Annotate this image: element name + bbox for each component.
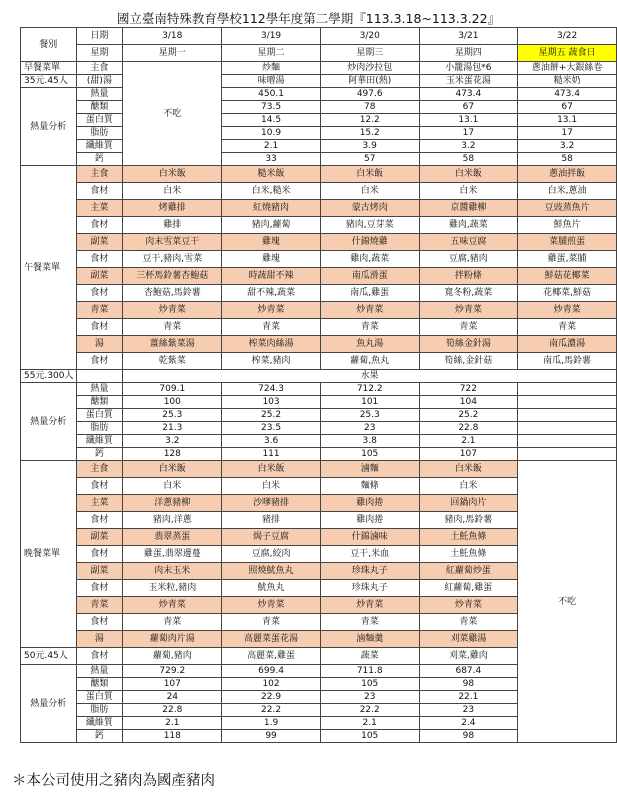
nutrition-value: 3.2	[518, 140, 617, 153]
menu-cell: 雞肉,蔬菜	[419, 217, 518, 234]
nutrient-name: 鈣	[76, 448, 123, 461]
nutrition-value: 473.4	[419, 88, 518, 101]
nutrition-value: 111	[222, 448, 321, 461]
menu-cell: 青菜	[518, 319, 617, 336]
menu-cell: 炒青菜	[320, 302, 419, 319]
menu-cell: 糙米奶	[518, 75, 617, 88]
nutrient-name: 蛋白質	[76, 409, 123, 422]
menu-cell: 炒麵	[222, 62, 321, 75]
menu-cell: 魚丸湯	[320, 336, 419, 353]
nutrient-name: 纖維質	[76, 717, 123, 730]
menu-cell: 豬排	[222, 512, 321, 529]
meal-label: 早餐菜單	[21, 62, 77, 75]
table-row	[21, 336, 617, 353]
nutrition-value: 101	[320, 396, 419, 409]
menu-cell: 青菜	[123, 614, 222, 631]
empty-cell	[518, 409, 617, 422]
nutrition-value: 497.6	[320, 88, 419, 101]
menu-cell: 土魠魚條	[419, 529, 518, 546]
menu-cell: 紅蘿蔔,雞蛋	[419, 580, 518, 597]
nutrient-name: 鈣	[76, 730, 123, 743]
table-row	[21, 88, 617, 101]
menu-cell: 阿華田(熱)	[320, 75, 419, 88]
menu-cell: 青菜	[222, 614, 321, 631]
menu-cell: 南瓜,馬鈴薯	[518, 353, 617, 370]
item-label: 食材	[76, 614, 123, 631]
menu-cell: 白米	[419, 478, 518, 495]
table-row	[21, 153, 617, 166]
nutrition-value: 100	[123, 396, 222, 409]
empty-cell	[518, 396, 617, 409]
nutrition-value: 22.9	[222, 691, 321, 704]
item-label: (甜)湯	[76, 75, 123, 88]
table-row	[21, 353, 617, 370]
nutrition-value: 67	[518, 101, 617, 114]
menu-cell: 青菜	[320, 614, 419, 631]
nutrition-value: 23	[419, 704, 518, 717]
nutrition-value: 2.1	[419, 435, 518, 448]
menu-cell: 白米飯	[123, 461, 222, 478]
nutrition-value: 17	[518, 127, 617, 140]
meal-label: 35元.45人	[21, 75, 77, 88]
nutrition-value: 105	[320, 730, 419, 743]
table-row	[21, 75, 617, 88]
nutrition-value: 25.3	[123, 409, 222, 422]
nutrition-value: 33	[222, 153, 321, 166]
menu-cell: 拌粉條	[419, 268, 518, 285]
table-row	[21, 370, 617, 383]
menu-cell: 白米	[320, 183, 419, 200]
menu-cell: 洋蔥豬柳	[123, 495, 222, 512]
menu-cell: 炒青菜	[419, 597, 518, 614]
menu-cell: 雞肉,蔬菜	[320, 251, 419, 268]
menu-cell: 花椰菜,鮮菇	[518, 285, 617, 302]
date-cell: 3/18	[123, 28, 222, 45]
menu-cell: 沙嗲豬排	[222, 495, 321, 512]
menu-cell: 蔥油拌飯	[518, 166, 617, 183]
menu-cell: 蘿蔔肉片湯	[123, 631, 222, 648]
menu-cell: 白米	[419, 183, 518, 200]
menu-cell: 炒青菜	[123, 302, 222, 319]
menu-table	[20, 27, 617, 743]
nutrition-value: 3.8	[320, 435, 419, 448]
menu-cell: 珍珠丸子	[320, 580, 419, 597]
lunch-price: 55元.300人	[21, 370, 77, 383]
nutrition-value: 73.5	[222, 101, 321, 114]
item-label: 食材	[76, 648, 123, 665]
breakfast-skip-note: 不吃	[123, 62, 222, 166]
menu-cell: 白米	[123, 183, 222, 200]
menu-cell: 小籠湯包*6	[419, 62, 518, 75]
date-cell: 3/21	[419, 28, 518, 45]
nutrient-name: 醣類	[76, 101, 123, 114]
date-cell: 3/22	[518, 28, 617, 45]
nutrition-value: 118	[123, 730, 222, 743]
menu-cell: 蘿蔔,豬肉	[123, 648, 222, 665]
item-label: 食材	[76, 251, 123, 268]
menu-cell: 土魠魚條	[419, 546, 518, 563]
nutrition-value: 105	[320, 678, 419, 691]
table-row	[21, 114, 617, 127]
nutrition-value: 23	[320, 422, 419, 435]
empty-cell	[76, 370, 123, 383]
menu-cell: 什錦滷味	[320, 529, 419, 546]
menu-cell: 蘿蔔,魚丸	[320, 353, 419, 370]
nutrition-value: 103	[222, 396, 321, 409]
table-row	[21, 166, 617, 183]
nutrition-value: 78	[320, 101, 419, 114]
menu-cell: 雞蛋,菜脯	[518, 251, 617, 268]
menu-cell: 雞排	[123, 217, 222, 234]
menu-cell: 紅燒豬肉	[222, 200, 321, 217]
menu-cell: 三杯馬鈴薯杏鮑菇	[123, 268, 222, 285]
table-row	[21, 234, 617, 251]
date-cell: 3/20	[320, 28, 419, 45]
nutrition-value: 128	[123, 448, 222, 461]
menu-cell: 寬冬粉,蔬菜	[419, 285, 518, 302]
menu-cell: 雞肉捲	[320, 495, 419, 512]
nutrition-value: 104	[419, 396, 518, 409]
menu-cell: 豆腐,絞肉	[222, 546, 321, 563]
menu-cell: 炒青菜	[419, 302, 518, 319]
nutrient-name: 脂肪	[76, 704, 123, 717]
item-label: 食材	[76, 183, 123, 200]
nutrition-value: 3.9	[320, 140, 419, 153]
table-row	[21, 383, 617, 396]
table-row	[21, 62, 617, 75]
nutrient-name: 蛋白質	[76, 691, 123, 704]
nutrition-value: 13.1	[419, 114, 518, 127]
menu-cell: 紅蘿蔔炒蛋	[419, 563, 518, 580]
item-label: 食材	[76, 580, 123, 597]
nutrition-value: 15.2	[320, 127, 419, 140]
empty-cell	[518, 448, 617, 461]
menu-cell: 雞塊	[222, 234, 321, 251]
date-cell: 3/19	[222, 28, 321, 45]
item-label: 湯	[76, 336, 123, 353]
nutrient-name: 熱量	[76, 665, 123, 678]
menu-cell: 珍珠丸子	[320, 563, 419, 580]
nutrition-value: 67	[419, 101, 518, 114]
menu-cell: 時蔬甜不辣	[222, 268, 321, 285]
menu-cell: 白米飯	[222, 461, 321, 478]
empty-cell	[518, 383, 617, 396]
table-row	[21, 45, 617, 62]
nutrition-value: 22.1	[419, 691, 518, 704]
menu-cell: 豬肉,蘿蔔	[222, 217, 321, 234]
table-row	[21, 302, 617, 319]
nutrition-value: 24	[123, 691, 222, 704]
menu-cell: 炒青菜	[320, 597, 419, 614]
menu-cell: 蔬菜	[320, 648, 419, 665]
menu-cell: 玉米粒,豬肉	[123, 580, 222, 597]
nutrition-value: 99	[222, 730, 321, 743]
item-label: 食材	[76, 546, 123, 563]
menu-cell: 焗子豆腐	[222, 529, 321, 546]
item-label: 主菜	[76, 495, 123, 512]
menu-cell: 肉末雪菜豆干	[123, 234, 222, 251]
nutrient-name: 熱量	[76, 88, 123, 101]
item-label: 副菜	[76, 268, 123, 285]
menu-cell: 榨菜肉絲湯	[222, 336, 321, 353]
date-label: 日期	[76, 28, 123, 45]
menu-cell: 炒青菜	[518, 302, 617, 319]
menu-cell: 白米飯	[320, 166, 419, 183]
menu-cell: 京醬雞柳	[419, 200, 518, 217]
nutrition-value: 473.4	[518, 88, 617, 101]
nutrition-value: 23.5	[222, 422, 321, 435]
nutrient-name: 蛋白質	[76, 114, 123, 127]
item-label: 副菜	[76, 529, 123, 546]
table-row	[21, 140, 617, 153]
nutrition-value: 105	[320, 448, 419, 461]
menu-cell: 高麗菜,雞蛋	[222, 648, 321, 665]
table-row	[21, 461, 617, 478]
nutrition-value: 58	[518, 153, 617, 166]
nutrition-value: 722	[419, 383, 518, 396]
nutrition-value: 2.4	[419, 717, 518, 730]
fruit-cell: 水果	[123, 370, 617, 383]
menu-cell: 蔥油餅+大銀絲卷	[518, 62, 617, 75]
menu-cell: 白米,蔥油	[518, 183, 617, 200]
item-label: 食材	[76, 319, 123, 336]
nutrient-name: 纖維質	[76, 435, 123, 448]
empty-cell	[518, 435, 617, 448]
menu-cell: 白米飯	[123, 166, 222, 183]
menu-cell: 甜不辣,蔬菜	[222, 285, 321, 302]
menu-cell: 雞蛋,翡翠邊蔓	[123, 546, 222, 563]
menu-cell: 肉末玉米	[123, 563, 222, 580]
menu-cell: 青菜	[123, 319, 222, 336]
nutrition-value: 3.6	[222, 435, 321, 448]
empty-cell	[518, 422, 617, 435]
table-row	[21, 448, 617, 461]
menu-cell: 豬肉,馬鈴薯	[419, 512, 518, 529]
table-row	[21, 396, 617, 409]
nutrition-value: 711.8	[320, 665, 419, 678]
table-row	[21, 101, 617, 114]
menu-cell: 青菜	[419, 319, 518, 336]
item-label: 食材	[76, 217, 123, 234]
menu-cell: 青菜	[320, 319, 419, 336]
menu-cell: 青菜	[222, 319, 321, 336]
menu-cell: 白米	[123, 478, 222, 495]
menu-cell: 薑絲紫菜湯	[123, 336, 222, 353]
nutrition-value: 23	[320, 691, 419, 704]
item-label: 食材	[76, 478, 123, 495]
nutrition-value: 107	[123, 678, 222, 691]
item-label: 食材	[76, 353, 123, 370]
menu-cell: 味噌湯	[222, 75, 321, 88]
item-label: 青菜	[76, 597, 123, 614]
menu-cell: 鮮菇花椰菜	[518, 268, 617, 285]
menu-cell: 炒青菜	[123, 597, 222, 614]
menu-cell: 回鍋肉片	[419, 495, 518, 512]
menu-cell: 照燒魷魚丸	[222, 563, 321, 580]
menu-cell: 炒青菜	[222, 597, 321, 614]
menu-cell: 白米飯	[419, 166, 518, 183]
nutrition-label: 熱量分析	[21, 383, 77, 461]
menu-cell: 南瓜濃湯	[518, 336, 617, 353]
menu-cell: 麵條	[320, 478, 419, 495]
nutrition-value: 699.4	[222, 665, 321, 678]
nutrient-name: 醣類	[76, 396, 123, 409]
day-label: 星期	[76, 45, 123, 62]
menu-cell: 筍絲,金針菇	[419, 353, 518, 370]
nutrition-value: 98	[419, 730, 518, 743]
table-row	[21, 127, 617, 140]
footer-note: ＊本公司使用之豬肉為國產豬肉	[12, 773, 215, 789]
meal-label: 午餐菜單	[21, 166, 77, 370]
item-label: 食材	[76, 285, 123, 302]
nutrition-value: 724.3	[222, 383, 321, 396]
menu-cell: 菜脯煎蛋	[518, 234, 617, 251]
table-row	[21, 409, 617, 422]
nutrition-value: 12.2	[320, 114, 419, 127]
page-title: 國立臺南特殊教育學校112學年度第二學期『113.3.18~113.3.22』	[116, 11, 501, 26]
nutrition-value: 729.2	[123, 665, 222, 678]
menu-cell: 白米	[222, 478, 321, 495]
nutrition-value: 13.1	[518, 114, 617, 127]
menu-cell: 青菜	[419, 614, 518, 631]
nutrition-value: 450.1	[222, 88, 321, 101]
menu-cell: 豆腐,豬肉	[419, 251, 518, 268]
day-cell: 星期三	[320, 45, 419, 62]
menu-cell: 乾紫菜	[123, 353, 222, 370]
menu-cell: 高麗菜蛋花湯	[222, 631, 321, 648]
menu-cell: 筍絲金針湯	[419, 336, 518, 353]
menu-cell: 烤雞排	[123, 200, 222, 217]
nutrient-name: 熱量	[76, 383, 123, 396]
menu-cell: 南瓜,雞蛋	[320, 285, 419, 302]
item-label: 湯	[76, 631, 123, 648]
menu-cell: 炒青菜	[222, 302, 321, 319]
nutrient-name: 醣類	[76, 678, 123, 691]
nutrition-value: 21.3	[123, 422, 222, 435]
nutrition-value: 58	[419, 153, 518, 166]
menu-cell: 五味豆腐	[419, 234, 518, 251]
group-header: 餐別	[21, 28, 77, 62]
table-row	[21, 435, 617, 448]
menu-cell: 豆干,米血	[320, 546, 419, 563]
menu-cell: 刈菜雞湯	[419, 631, 518, 648]
nutrition-value: 98	[419, 678, 518, 691]
nutrition-label: 熱量分析	[21, 665, 77, 743]
meal-label: 50元.45人	[21, 648, 77, 665]
menu-cell: 白米飯	[419, 461, 518, 478]
table-row	[21, 28, 617, 45]
table-row	[21, 268, 617, 285]
table-row	[21, 251, 617, 268]
item-label: 青菜	[76, 302, 123, 319]
menu-cell: 豆豉蒸魚片	[518, 200, 617, 217]
menu-cell: 豬肉,豆芽菜	[320, 217, 419, 234]
nutrition-value: 57	[320, 153, 419, 166]
table-row	[21, 285, 617, 302]
nutrient-name: 鈣	[76, 153, 123, 166]
nutrition-value: 687.4	[419, 665, 518, 678]
table-row	[21, 200, 617, 217]
menu-cell: 什錦燒雞	[320, 234, 419, 251]
dinner-skip-note: 不吃	[518, 461, 617, 743]
item-label: 副菜	[76, 234, 123, 251]
nutrition-value: 3.2	[419, 140, 518, 153]
day-cell: 星期五 蔬食日	[518, 45, 617, 62]
menu-cell: 魷魚丸	[222, 580, 321, 597]
menu-cell: 蒙古烤肉	[320, 200, 419, 217]
table-row	[21, 217, 617, 234]
nutrition-value: 17	[419, 127, 518, 140]
nutrition-value: 3.2	[123, 435, 222, 448]
nutrition-value: 22.2	[320, 704, 419, 717]
nutrition-value: 25.2	[419, 409, 518, 422]
menu-cell: 滷麵	[320, 461, 419, 478]
nutrition-value: 2.1	[123, 717, 222, 730]
nutrition-value: 2.1	[222, 140, 321, 153]
table-row	[21, 183, 617, 200]
table-row	[21, 319, 617, 336]
menu-cell: 糙米飯	[222, 166, 321, 183]
meal-label: 晚餐菜單	[21, 461, 77, 648]
nutrition-value: 22.8	[419, 422, 518, 435]
nutrition-value: 1.9	[222, 717, 321, 730]
item-label: 主食	[76, 62, 123, 75]
nutrition-value: 709.1	[123, 383, 222, 396]
day-cell: 星期一	[123, 45, 222, 62]
menu-cell: 雞肉捲	[320, 512, 419, 529]
day-cell: 星期四	[419, 45, 518, 62]
nutrition-value: 25.2	[222, 409, 321, 422]
item-label: 主菜	[76, 200, 123, 217]
nutrition-value: 22.2	[222, 704, 321, 717]
nutrition-value: 102	[222, 678, 321, 691]
item-label: 主食	[76, 166, 123, 183]
nutrition-value: 22.8	[123, 704, 222, 717]
menu-cell: 玉米蛋花湯	[419, 75, 518, 88]
item-label: 主食	[76, 461, 123, 478]
menu-cell: 滷麵羹	[320, 631, 419, 648]
nutrient-name: 纖維質	[76, 140, 123, 153]
menu-cell: 榨菜,豬肉	[222, 353, 321, 370]
item-label: 副菜	[76, 563, 123, 580]
table-row	[21, 422, 617, 435]
nutrition-value: 2.1	[320, 717, 419, 730]
menu-cell: 刈菜,雞肉	[419, 648, 518, 665]
menu-cell: 杏鮑菇,馬鈴薯	[123, 285, 222, 302]
day-cell: 星期二	[222, 45, 321, 62]
menu-cell: 白米,糙米	[222, 183, 321, 200]
menu-cell: 雞塊	[222, 251, 321, 268]
nutrition-value: 712.2	[320, 383, 419, 396]
menu-cell: 炒肉沙拉包	[320, 62, 419, 75]
nutrition-label: 熱量分析	[21, 88, 77, 166]
menu-cell: 南瓜滑蛋	[320, 268, 419, 285]
menu-cell: 豬肉,洋蔥	[123, 512, 222, 529]
nutrition-value: 25.3	[320, 409, 419, 422]
menu-cell: 翡翠蒸蛋	[123, 529, 222, 546]
nutrient-name: 脂肪	[76, 127, 123, 140]
menu-cell: 鮮魚片	[518, 217, 617, 234]
nutrition-value: 14.5	[222, 114, 321, 127]
item-label: 食材	[76, 512, 123, 529]
nutrition-value: 10.9	[222, 127, 321, 140]
nutrition-value: 107	[419, 448, 518, 461]
menu-cell: 豆干,豬肉,雪菜	[123, 251, 222, 268]
nutrient-name: 脂肪	[76, 422, 123, 435]
